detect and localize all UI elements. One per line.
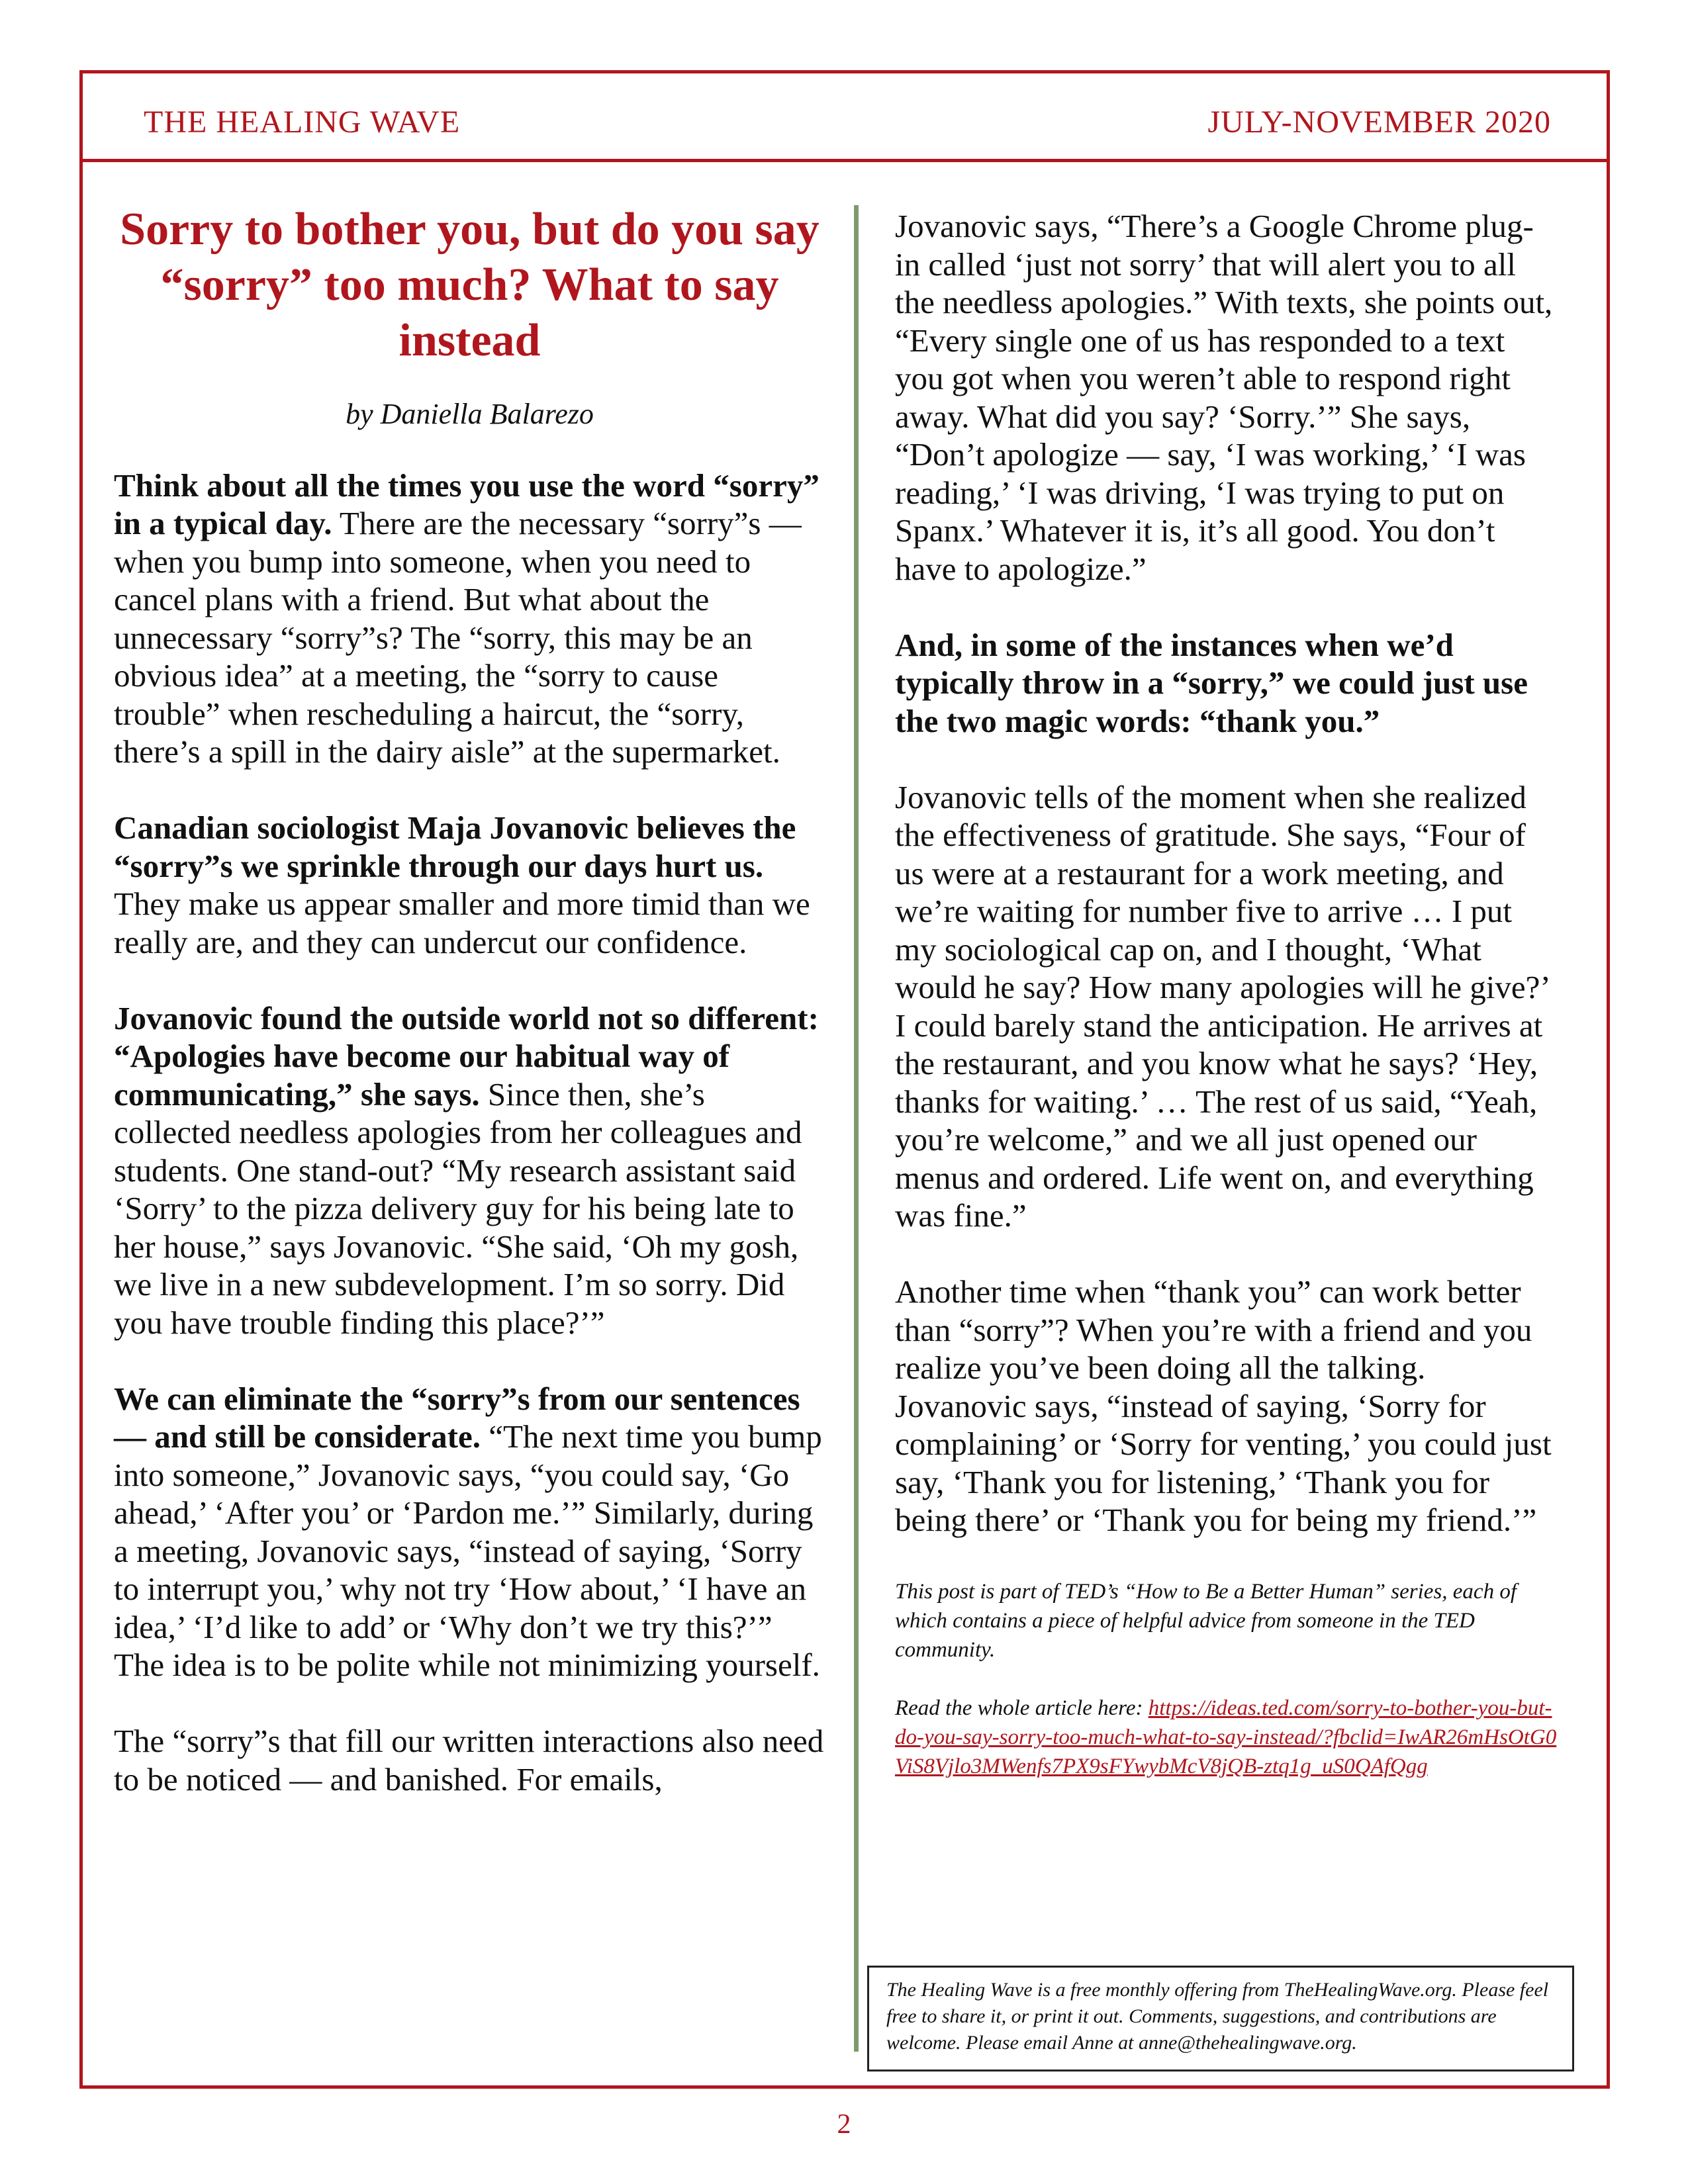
footer-notice: The Healing Wave is a free monthly offering from TheHealingWave.org. Please feel free to share it, or print it out. Comments, suggestions, and contributions are welcome. Please email Anne at anne@thehealingwave.org. [867, 1966, 1574, 2071]
paragraph-2-lead: Canadian sociologist Maja Jovanovic believes the “sorry”s we sprinkle through our days hurt us. [114, 809, 796, 884]
paragraph-4-body: “The next time you bump into someone,” Jovanovic says, “you could say, ‘Go ahead,’ ‘After you’ or ‘Pardon me.’” Similarly, during a meeting, Jovanovic says, “instead of saying, ‘Sorry to interrupt you,’ why not try ‘How about,’ ‘I have an idea,’ ‘I’d like to add’ or ‘Why don’t we try this?’” The idea is to be polite while not minimizing yourself. [114, 1418, 822, 1683]
page-number: 2 [837, 2109, 851, 2140]
paragraph-9: Another time when “thank you” can work better than “sorry”? When you’re with a friend and you realize you’ve been doing all the talking. Jovanovic says, “instead of saying, ‘Sorry for complaining’ or ‘Sorry for venting,’ you could just say, ‘Thank you for listening,’ ‘Thank you for being there’ or ‘Thank you for being my friend.’” [895, 1273, 1552, 1538]
paragraph-3-body: Since then, she’s collected needless apologies from her colleagues and students. One stand-out? “My research assistant said ‘Sorry’ to the pizza delivery guy for his being late to her house,” says Jovanovic. “She said, ‘Oh my gosh, we live in a new subdevelopment. I’m so sorry. Did you have trouble finding this place?’” [114, 1075, 802, 1341]
read-more-label: Read the whole article here: [895, 1696, 1149, 1720]
read-more [895, 1694, 1557, 1781]
article-title: Sorry to bother you, but do you say “sorry” too much? What to say instead [120, 204, 820, 366]
paragraph-2-body: They make us appear smaller and more timid than we really are, and they can undercut our confidence. [114, 886, 810, 960]
paragraph-7: And, in some of the instances when we’d typically throw in a “sorry,” we could just use the two magic words: “thank you.” [895, 626, 1528, 739]
paragraph-8: Jovanovic tells of the moment when she realized the effectiveness of gratitude. She says, “Four of us were at a restaurant for a work meeting, and we’re waiting for number five to arrive … I put my sociological cap on, and I thought, ‘What would he say? How many apologies will he give?’ I could barely stand the anticipation. He arrives at the restaurant, and you know what he says? ‘Hey, thanks for waiting.’ … The rest of us said, “Yeah, you’re welcome,” and we all just opened our menus and ordered. Life went on, and everything was fine.” [895, 778, 1549, 1234]
series-note: This post is part of TED’s “How to Be a Better Human” series, each of which contains a piece of helpful advice from someone in the TED community. [895, 1580, 1517, 1662]
paragraph-3-lead: Jovanovic found the outside world not so different: “Apologies have become our habitual way of communicating,” she says. [114, 999, 819, 1113]
paragraph-2 [114, 809, 825, 961]
paragraph-1-lead: Think about all the times you use the word “sorry” in a typical day. [114, 467, 820, 541]
column-divider [854, 205, 859, 2052]
article-column-right [895, 207, 1557, 1810]
paragraph-3 [114, 999, 825, 1342]
issue-date: JULY-NOVEMBER 2020 [1207, 105, 1551, 140]
paragraph-1-body: There are the necessary “sorry”s — when you bump into someone, when you need to cancel plans with a friend. But what about the unnecessary “sorry”s? The “sorry, this may be an obvious idea” at a meeting, the “sorry to cause trouble” when rescheduling a haircut, the “sorry, there’s a spill in the dairy aisle” at the supermarket. [114, 505, 802, 770]
paragraph-4-lead: We can eliminate the “sorry”s from our sentences — and still be considerate. [114, 1380, 800, 1455]
newsletter-title: THE HEALING WAVE [144, 105, 461, 140]
article-byline: by Daniella Balarezo [346, 398, 594, 430]
paragraph-6: Jovanovic says, “There’s a Google Chrome plug-in called ‘just not sorry’ that will alert you to all the needless apologies.” With texts, she points out, “Every single one of us has responded to a text you got when you weren’t able to respond right away. What did you say? ‘Sorry.’” She says, “Don’t apologize — say, ‘I was working,’ ‘I was reading,’ ‘I was driving, ‘I was trying to put on Spanx.’ Whatever it is, it’s all good. You don’t have to apologize.” [895, 208, 1553, 587]
newsletter-header [83, 73, 1607, 162]
paragraph-1 [114, 467, 825, 771]
article-column-left [114, 202, 825, 1837]
paragraph-5: The “sorry”s that fill our written interactions also need to be noticed — and banished. For emails, [114, 1723, 824, 1797]
paragraph-4 [114, 1380, 825, 1684]
article-link[interactable]: https://ideas.ted.com/sorry-to-bother-you-but-do-you-say-sorry-too-much-what-to-say-instead/?fbclid=IwAR26mHsOtG0ViS8Vjlo3MWenfs7PX9sFYwybMcV8jQB-ztq1g_uS0QAfQgg [895, 1696, 1557, 1778]
